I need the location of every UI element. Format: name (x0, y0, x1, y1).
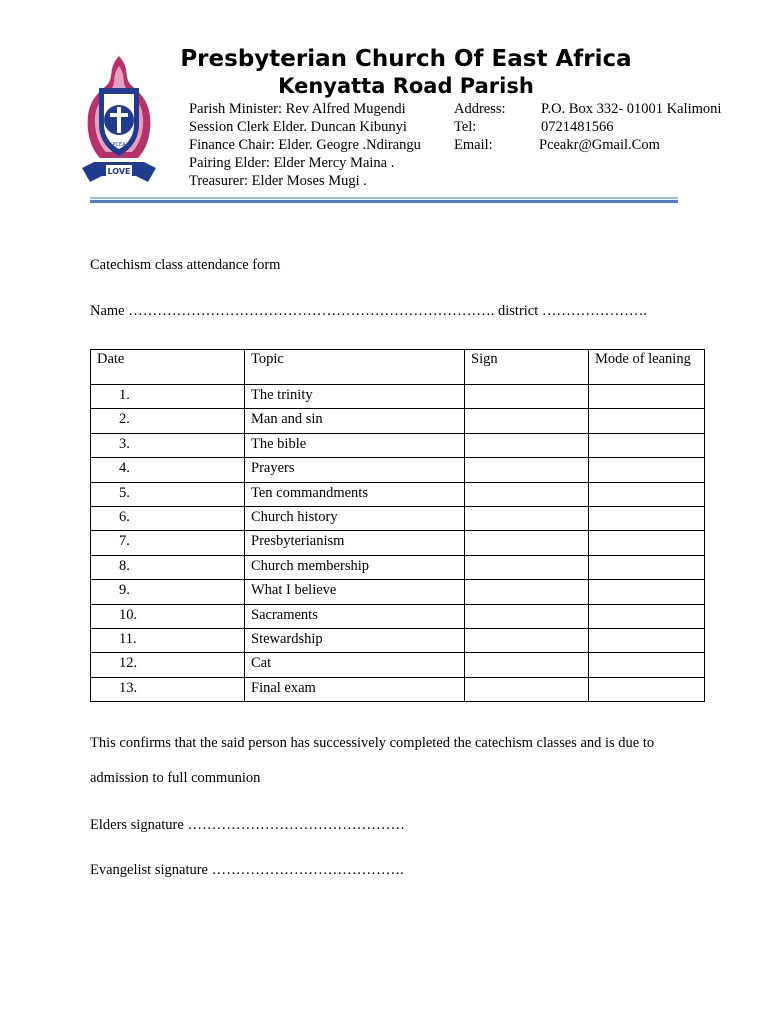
contact-values (539, 100, 721, 154)
officer-line: Pairing Elder: Elder Mercy Maina . (189, 155, 395, 171)
attendance-table (90, 349, 705, 702)
table-row (91, 677, 705, 701)
parish-name: Kenyatta Road Parish (278, 74, 534, 98)
table-row (91, 580, 705, 604)
row-topic: The bible (245, 433, 465, 457)
church-name: Presbyterian Church Of East Africa (180, 46, 632, 72)
evangelist-signature-field[interactable]: Evangelist signature …………………………………. (90, 862, 404, 878)
mode-cell[interactable] (589, 628, 705, 652)
row-topic: The trinity (245, 385, 465, 409)
date-column-header: Date (91, 350, 245, 385)
table-row (91, 433, 705, 457)
sign-cell[interactable] (465, 580, 589, 604)
sign-column-header: Sign (465, 350, 589, 385)
table-row (91, 409, 705, 433)
topic-column-header: Topic (245, 350, 465, 385)
mode-column-header: Mode of leaning (589, 350, 705, 385)
address-value: P.O. Box 332- 01001 Kalimoni (541, 101, 722, 117)
officers-list (189, 100, 421, 190)
sign-cell[interactable] (465, 506, 589, 530)
mode-cell[interactable] (589, 555, 705, 579)
mode-cell[interactable] (589, 677, 705, 701)
sign-cell[interactable] (465, 531, 589, 555)
sign-cell[interactable] (465, 628, 589, 652)
table-row (91, 506, 705, 530)
email-value: Pceakr@Gmail.Com (539, 137, 660, 153)
table-row (91, 604, 705, 628)
mode-cell[interactable] (589, 385, 705, 409)
logo-motto-text: LOVE (107, 167, 131, 176)
officer-line: Finance Chair: Elder. Geogre .Ndirangu (189, 137, 421, 153)
confirmation-text-line-1: This confirms that the said person has successively completed the catechism classes and is due to (90, 735, 655, 751)
sign-cell[interactable] (465, 677, 589, 701)
tel-label: Tel: (454, 119, 477, 135)
name-district-field[interactable]: Name …………………………………………………………………. district …………………. (90, 303, 648, 319)
row-topic: What I believe (245, 580, 465, 604)
row-topic: Stewardship (245, 628, 465, 652)
sign-cell[interactable] (465, 458, 589, 482)
table-row (91, 531, 705, 555)
row-topic: Cat (245, 653, 465, 677)
table-row (91, 385, 705, 409)
form-title: Catechism class attendance form (90, 257, 281, 273)
row-number: 2. (91, 409, 245, 433)
row-topic: Prayers (245, 458, 465, 482)
address-label: Address: (454, 101, 506, 117)
row-topic: Ten commandments (245, 482, 465, 506)
row-topic: Final exam (245, 677, 465, 701)
header-divider-light (90, 197, 678, 199)
row-topic: Man and sin (245, 409, 465, 433)
table-row (91, 555, 705, 579)
mode-cell[interactable] (589, 653, 705, 677)
sign-cell[interactable] (465, 604, 589, 628)
sign-cell[interactable] (465, 482, 589, 506)
mode-cell[interactable] (589, 506, 705, 530)
pcea-logo-icon (78, 54, 160, 194)
officer-line: Parish Minister: Rev Alfred Mugendi (189, 101, 406, 117)
table-row (91, 653, 705, 677)
row-number: 6. (91, 506, 245, 530)
mode-cell[interactable] (589, 433, 705, 457)
row-number: 8. (91, 555, 245, 579)
email-label: Email: (454, 137, 493, 153)
confirmation-text-line-2: admission to full communion (90, 770, 261, 786)
row-topic: Sacraments (245, 604, 465, 628)
row-number: 4. (91, 458, 245, 482)
tel-value: 0721481566 (541, 119, 614, 135)
table-row (91, 628, 705, 652)
row-topic: Church membership (245, 555, 465, 579)
table-header-row (91, 350, 705, 385)
row-topic: Church history (245, 506, 465, 530)
officer-line: Treasurer: Elder Moses Mugi . (189, 173, 367, 189)
row-number: 1. (91, 385, 245, 409)
row-number: 7. (91, 531, 245, 555)
row-topic: Presbyterianism (245, 531, 465, 555)
row-number: 12. (91, 653, 245, 677)
sign-cell[interactable] (465, 409, 589, 433)
row-number: 9. (91, 580, 245, 604)
row-number: 3. (91, 433, 245, 457)
officer-line: Session Clerk Elder. Duncan Kibunyi (189, 119, 407, 135)
elders-signature-field[interactable]: Elders signature ……………………………………… (90, 817, 405, 833)
mode-cell[interactable] (589, 580, 705, 604)
sign-cell[interactable] (465, 385, 589, 409)
logo-initials-text: PCEA (112, 142, 126, 148)
row-number: 11. (91, 628, 245, 652)
mode-cell[interactable] (589, 604, 705, 628)
header-divider-dark (90, 200, 678, 203)
sign-cell[interactable] (465, 433, 589, 457)
mode-cell[interactable] (589, 409, 705, 433)
sign-cell[interactable] (465, 653, 589, 677)
table-row (91, 482, 705, 506)
table-row (91, 458, 705, 482)
sign-cell[interactable] (465, 555, 589, 579)
contact-labels (454, 100, 506, 154)
mode-cell[interactable] (589, 531, 705, 555)
row-number: 13. (91, 677, 245, 701)
row-number: 5. (91, 482, 245, 506)
row-number: 10. (91, 604, 245, 628)
mode-cell[interactable] (589, 458, 705, 482)
mode-cell[interactable] (589, 482, 705, 506)
